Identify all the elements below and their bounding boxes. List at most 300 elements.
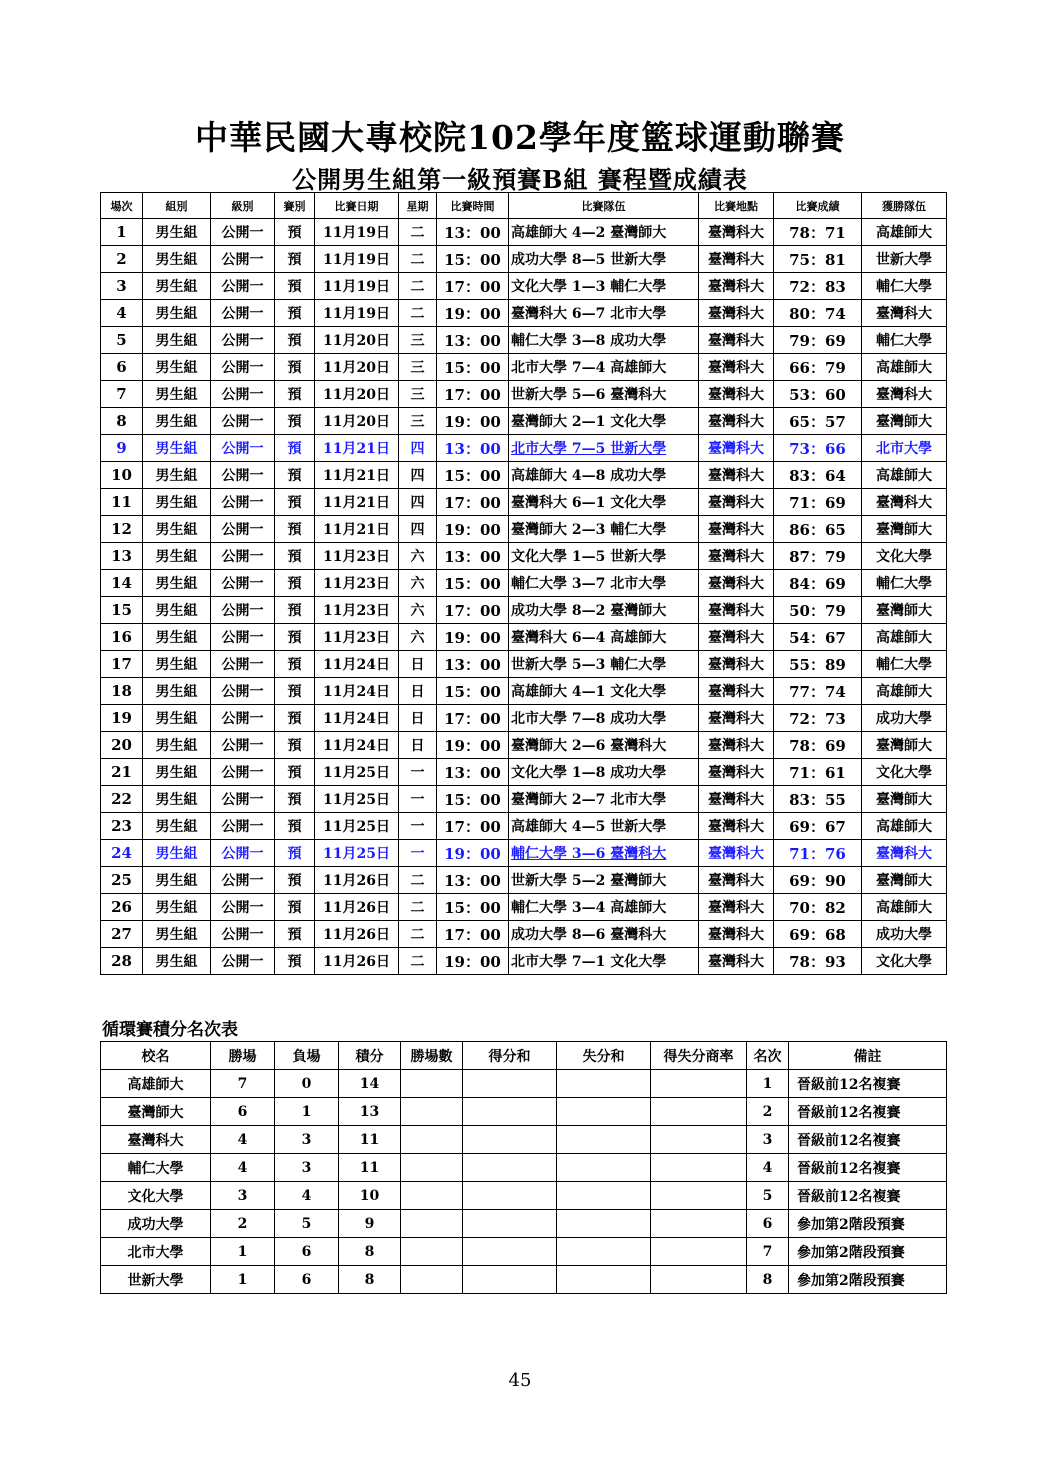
ranking-cell: 世新大學 [101,1266,211,1294]
game-cell: 19：00 [437,840,509,867]
game-cell: 一 [399,786,437,813]
game-row [101,948,947,975]
game-cell: 11月20日 [315,381,399,408]
schedule-header-cell: 比賽日期 [315,193,399,219]
game-row [101,921,947,948]
game-cell: 11月25日 [315,813,399,840]
game-cell: 輔仁大學 3—8 成功大學 [509,327,699,354]
game-cell: 成功大學 8—6 臺灣科大 [509,921,699,948]
game-cell: 78：69 [774,732,862,759]
ranking-cell: 晉級前12名複賽 [789,1126,947,1154]
game-cell: 預 [275,786,315,813]
game-cell: 3 [101,273,143,300]
game-cell: 文化大學 1—5 世新大學 [509,543,699,570]
game-cell: 公開一 [211,381,275,408]
game-cell: 11月20日 [315,327,399,354]
game-cell: 11月21日 [315,462,399,489]
game-cell: 二 [399,219,437,246]
ranking-cell [557,1070,651,1098]
game-cell: 83：55 [774,786,862,813]
ranking-cell: 參加第2階段預賽 [789,1266,947,1294]
game-cell: 公開一 [211,219,275,246]
ranking-cell: 11 [339,1126,401,1154]
ranking-cell [651,1098,747,1126]
game-cell: 文化大學 [862,948,947,975]
ranking-header-cell: 負場 [275,1042,339,1070]
game-cell: 預 [275,759,315,786]
game-cell: 男生組 [143,300,211,327]
game-cell: 四 [399,516,437,543]
game-cell: 公開一 [211,786,275,813]
game-cell: 70：82 [774,894,862,921]
ranking-cell [463,1070,557,1098]
game-cell: 11月25日 [315,786,399,813]
game-cell: 公開一 [211,246,275,273]
ranking-cell: 晉級前12名複賽 [789,1070,947,1098]
ranking-cell [651,1210,747,1238]
ranking-cell [463,1126,557,1154]
page-title: 中華民國大專校院102學年度籃球運動聯賽 [195,118,845,157]
game-cell: 男生組 [143,705,211,732]
game-cell: 臺灣科大 [699,516,774,543]
game-cell: 男生組 [143,948,211,975]
game-cell: 69：68 [774,921,862,948]
ranking-cell [401,1098,463,1126]
game-cell: 男生組 [143,732,211,759]
game-cell: 13：00 [437,327,509,354]
ranking-cell [557,1238,651,1266]
game-cell: 預 [275,867,315,894]
game-cell: 男生組 [143,894,211,921]
ranking-row [101,1182,947,1210]
ranking-header-row [101,1042,947,1070]
game-row [101,867,947,894]
ranking-cell: 4 [211,1126,275,1154]
game-cell: 預 [275,624,315,651]
game-cell: 15：00 [437,678,509,705]
game-cell: 高雄師大 4—8 成功大學 [509,462,699,489]
schedule-header-cell: 組別 [143,193,211,219]
ranking-cell: 6 [275,1266,339,1294]
game-cell: 12 [101,516,143,543]
game-cell: 17 [101,651,143,678]
game-cell: 男生組 [143,354,211,381]
ranking-header-cell: 積分 [339,1042,401,1070]
ranking-cell [651,1238,747,1266]
game-cell: 78：71 [774,219,862,246]
ranking-cell: 成功大學 [101,1210,211,1238]
game-cell: 臺灣科大 [699,894,774,921]
ranking-header-cell: 校名 [101,1042,211,1070]
game-cell: 高雄師大 [862,894,947,921]
ranking-cell [557,1266,651,1294]
game-cell: 5 [101,327,143,354]
game-cell: 四 [399,489,437,516]
game-cell: 四 [399,435,437,462]
game-cell: 輔仁大學 [862,570,947,597]
game-cell: 公開一 [211,462,275,489]
game-cell: 臺灣科大 6—1 文化大學 [509,489,699,516]
game-cell: 17：00 [437,921,509,948]
ranking-cell: 6 [275,1238,339,1266]
game-cell: 11月23日 [315,543,399,570]
game-cell: 臺灣科大 [699,354,774,381]
game-cell: 臺灣科大 [699,543,774,570]
game-cell: 臺灣科大 [699,813,774,840]
ranking-cell [557,1210,651,1238]
game-cell: 17：00 [437,489,509,516]
game-cell: 臺灣師大 [862,786,947,813]
game-cell: 臺灣師大 2—3 輔仁大學 [509,516,699,543]
game-cell: 輔仁大學 3—7 北市大學 [509,570,699,597]
game-cell: 高雄師大 [862,813,947,840]
game-cell: 75：81 [774,246,862,273]
game-row [101,462,947,489]
game-cell: 預 [275,273,315,300]
ranking-cell: 3 [275,1154,339,1182]
game-cell: 六 [399,624,437,651]
game-cell: 男生組 [143,381,211,408]
game-cell: 84：69 [774,570,862,597]
ranking-cell: 臺灣科大 [101,1126,211,1154]
game-cell: 預 [275,813,315,840]
game-cell: 19：00 [437,300,509,327]
game-cell: 17：00 [437,813,509,840]
game-cell: 預 [275,300,315,327]
ranking-cell: 臺灣師大 [101,1098,211,1126]
game-cell: 臺灣科大 [699,678,774,705]
game-cell: 公開一 [211,543,275,570]
game-cell: 13：00 [437,759,509,786]
game-cell: 10 [101,462,143,489]
game-cell: 13：00 [437,219,509,246]
game-cell: 14 [101,570,143,597]
game-cell: 臺灣師大 [862,408,947,435]
game-cell: 世新大學 5—3 輔仁大學 [509,651,699,678]
game-cell: 男生組 [143,597,211,624]
ranking-cell [557,1182,651,1210]
game-cell: 55：89 [774,651,862,678]
ranking-cell: 1 [211,1266,275,1294]
ranking-cell: 北市大學 [101,1238,211,1266]
game-cell: 11月26日 [315,921,399,948]
schedule-header-cell: 比賽成績 [774,193,862,219]
ranking-cell [651,1154,747,1182]
game-row [101,246,947,273]
game-cell: 臺灣科大 [699,948,774,975]
ranking-cell [557,1126,651,1154]
page-subtitle: 公開男生組第一級預賽B組 賽程暨成績表 [292,165,748,194]
ranking-cell [401,1266,463,1294]
game-row [101,786,947,813]
ranking-title: 循環賽積分名次表 [102,1020,238,1040]
ranking-cell: 7 [211,1070,275,1098]
game-cell: 72：73 [774,705,862,732]
game-cell: 公開一 [211,570,275,597]
game-cell: 二 [399,273,437,300]
game-cell: 27 [101,921,143,948]
game-cell: 預 [275,408,315,435]
ranking-cell: 1 [747,1070,789,1098]
game-cell: 預 [275,516,315,543]
game-cell: 13：00 [437,867,509,894]
game-row [101,273,947,300]
game-row [101,516,947,543]
ranking-row [101,1266,947,1294]
game-row [101,489,947,516]
ranking-cell: 3 [747,1126,789,1154]
game-cell: 成功大學 8—5 世新大學 [509,246,699,273]
game-row [101,705,947,732]
game-cell: 成功大學 [862,921,947,948]
game-cell: 13：00 [437,543,509,570]
game-cell: 公開一 [211,651,275,678]
game-cell: 一 [399,840,437,867]
game-cell: 公開一 [211,300,275,327]
game-cell: 11月19日 [315,300,399,327]
game-cell: 二 [399,948,437,975]
ranking-cell: 8 [747,1266,789,1294]
ranking-cell: 8 [339,1266,401,1294]
game-cell: 臺灣科大 [699,273,774,300]
game-cell: 22 [101,786,143,813]
game-cell: 男生組 [143,462,211,489]
game-cell: 高雄師大 4—2 臺灣師大 [509,219,699,246]
ranking-header-cell: 失分和 [557,1042,651,1070]
ranking-cell [401,1070,463,1098]
game-cell: 公開一 [211,597,275,624]
ranking-row [101,1210,947,1238]
game-cell: 男生組 [143,759,211,786]
game-row [101,894,947,921]
game-cell: 臺灣科大 6—4 高雄師大 [509,624,699,651]
game-cell: 二 [399,300,437,327]
game-row [101,759,947,786]
game-cell: 11月25日 [315,840,399,867]
game-cell: 預 [275,246,315,273]
game-cell: 20 [101,732,143,759]
game-cell: 北市大學 7—8 成功大學 [509,705,699,732]
game-cell: 臺灣科大 [699,867,774,894]
game-cell: 11月24日 [315,705,399,732]
game-cell: 19 [101,705,143,732]
game-cell: 11月26日 [315,948,399,975]
game-cell: 男生組 [143,543,211,570]
game-cell: 高雄師大 [862,462,947,489]
schedule-header-cell: 比賽時間 [437,193,509,219]
game-cell: 公開一 [211,678,275,705]
game-cell: 臺灣師大 [862,597,947,624]
ranking-cell: 5 [747,1182,789,1210]
ranking-cell: 5 [275,1210,339,1238]
schedule-header-cell: 場次 [101,193,143,219]
game-cell: 臺灣科大 [862,840,947,867]
game-cell: 11月25日 [315,759,399,786]
game-cell: 預 [275,219,315,246]
game-cell: 四 [399,462,437,489]
game-row [101,408,947,435]
game-cell: 一 [399,759,437,786]
ranking-cell: 1 [275,1098,339,1126]
game-cell: 文化大學 1—8 成功大學 [509,759,699,786]
ranking-cell [401,1126,463,1154]
ranking-cell [557,1098,651,1126]
game-cell: 公開一 [211,327,275,354]
game-cell: 19：00 [437,732,509,759]
game-cell: 8 [101,408,143,435]
game-cell: 臺灣科大 [699,651,774,678]
game-cell: 公開一 [211,948,275,975]
game-cell: 預 [275,354,315,381]
game-cell: 臺灣科大 [699,570,774,597]
game-cell: 公開一 [211,894,275,921]
game-cell: 53：60 [774,381,862,408]
game-cell: 15：00 [437,894,509,921]
game-cell: 18 [101,678,143,705]
game-cell: 11月19日 [315,219,399,246]
game-cell: 19：00 [437,408,509,435]
game-cell: 男生組 [143,489,211,516]
game-cell: 預 [275,921,315,948]
game-row [101,732,947,759]
game-cell: 15：00 [437,570,509,597]
game-cell: 19：00 [437,624,509,651]
ranking-cell [651,1182,747,1210]
game-row [101,543,947,570]
game-cell: 54：67 [774,624,862,651]
game-cell: 三 [399,408,437,435]
game-cell: 預 [275,489,315,516]
game-cell: 臺灣師大 [862,732,947,759]
game-cell: 日 [399,651,437,678]
game-cell: 預 [275,840,315,867]
game-row [101,651,947,678]
ranking-header-cell: 名次 [747,1042,789,1070]
game-row [101,381,947,408]
game-cell: 15：00 [437,246,509,273]
game-cell: 北市大學 7—1 文化大學 [509,948,699,975]
game-cell: 臺灣科大 [699,408,774,435]
game-cell: 11月26日 [315,867,399,894]
ranking-cell [463,1182,557,1210]
game-cell: 二 [399,921,437,948]
game-cell: 輔仁大學 [862,327,947,354]
ranking-cell: 晉級前12名複賽 [789,1154,947,1182]
game-cell: 文化大學 [862,759,947,786]
ranking-cell: 晉級前12名複賽 [789,1098,947,1126]
game-cell: 北市大學 7—5 世新大學 [509,435,699,462]
game-cell: 公開一 [211,354,275,381]
game-cell: 世新大學 5—2 臺灣師大 [509,867,699,894]
game-cell: 72：83 [774,273,862,300]
game-cell: 一 [399,813,437,840]
game-row [101,570,947,597]
schedule-header-cell: 獲勝隊伍 [862,193,947,219]
game-cell: 世新大學 5—6 臺灣科大 [509,381,699,408]
game-cell: 日 [399,705,437,732]
game-cell: 臺灣科大 [699,705,774,732]
game-cell: 6 [101,354,143,381]
game-cell: 73：66 [774,435,862,462]
schedule-header-cell: 比賽地點 [699,193,774,219]
game-cell: 26 [101,894,143,921]
game-cell: 11 [101,489,143,516]
game-cell: 成功大學 8—2 臺灣師大 [509,597,699,624]
game-cell: 三 [399,354,437,381]
schedule-table [100,192,947,975]
ranking-cell [651,1126,747,1154]
game-cell: 公開一 [211,705,275,732]
ranking-cell [463,1266,557,1294]
game-cell: 公開一 [211,624,275,651]
game-row [101,219,947,246]
game-cell: 男生組 [143,327,211,354]
game-cell: 23 [101,813,143,840]
game-cell: 臺灣科大 [699,300,774,327]
game-row [101,597,947,624]
game-cell: 19：00 [437,948,509,975]
schedule-header-cell: 星期 [399,193,437,219]
game-cell: 預 [275,543,315,570]
game-cell: 預 [275,894,315,921]
game-cell: 臺灣師大 [862,516,947,543]
game-cell: 臺灣師大 2—7 北市大學 [509,786,699,813]
game-cell: 高雄師大 [862,354,947,381]
game-cell: 公開一 [211,273,275,300]
game-cell: 11月21日 [315,435,399,462]
game-cell: 臺灣師大 2—1 文化大學 [509,408,699,435]
game-cell: 輔仁大學 [862,651,947,678]
game-cell: 臺灣師大 [862,867,947,894]
game-cell: 17：00 [437,597,509,624]
ranking-cell [401,1210,463,1238]
ranking-cell [651,1266,747,1294]
game-cell: 11月21日 [315,489,399,516]
ranking-cell: 晉級前12名複賽 [789,1182,947,1210]
game-cell: 25 [101,867,143,894]
game-cell: 71：61 [774,759,862,786]
game-cell: 男生組 [143,408,211,435]
game-cell: 2 [101,246,143,273]
game-cell: 9 [101,435,143,462]
game-cell: 男生組 [143,435,211,462]
game-cell: 15：00 [437,462,509,489]
game-cell: 日 [399,678,437,705]
game-cell: 臺灣科大 [862,381,947,408]
game-cell: 臺灣科大 [699,759,774,786]
game-cell: 文化大學 1—3 輔仁大學 [509,273,699,300]
game-cell: 臺灣科大 [699,435,774,462]
game-cell: 輔仁大學 [862,273,947,300]
game-cell: 臺灣科大 [699,597,774,624]
game-cell: 19：00 [437,516,509,543]
game-cell: 公開一 [211,759,275,786]
game-cell: 13：00 [437,651,509,678]
schedule-header-cell: 比賽隊伍 [509,193,699,219]
game-row [101,840,947,867]
game-cell: 二 [399,894,437,921]
game-cell: 臺灣科大 [699,840,774,867]
game-cell: 預 [275,570,315,597]
ranking-cell: 10 [339,1182,401,1210]
game-cell: 公開一 [211,867,275,894]
game-cell: 69：67 [774,813,862,840]
ranking-cell: 2 [747,1098,789,1126]
game-cell: 臺灣科大 [699,381,774,408]
game-cell: 三 [399,381,437,408]
game-cell: 六 [399,570,437,597]
game-cell: 24 [101,840,143,867]
